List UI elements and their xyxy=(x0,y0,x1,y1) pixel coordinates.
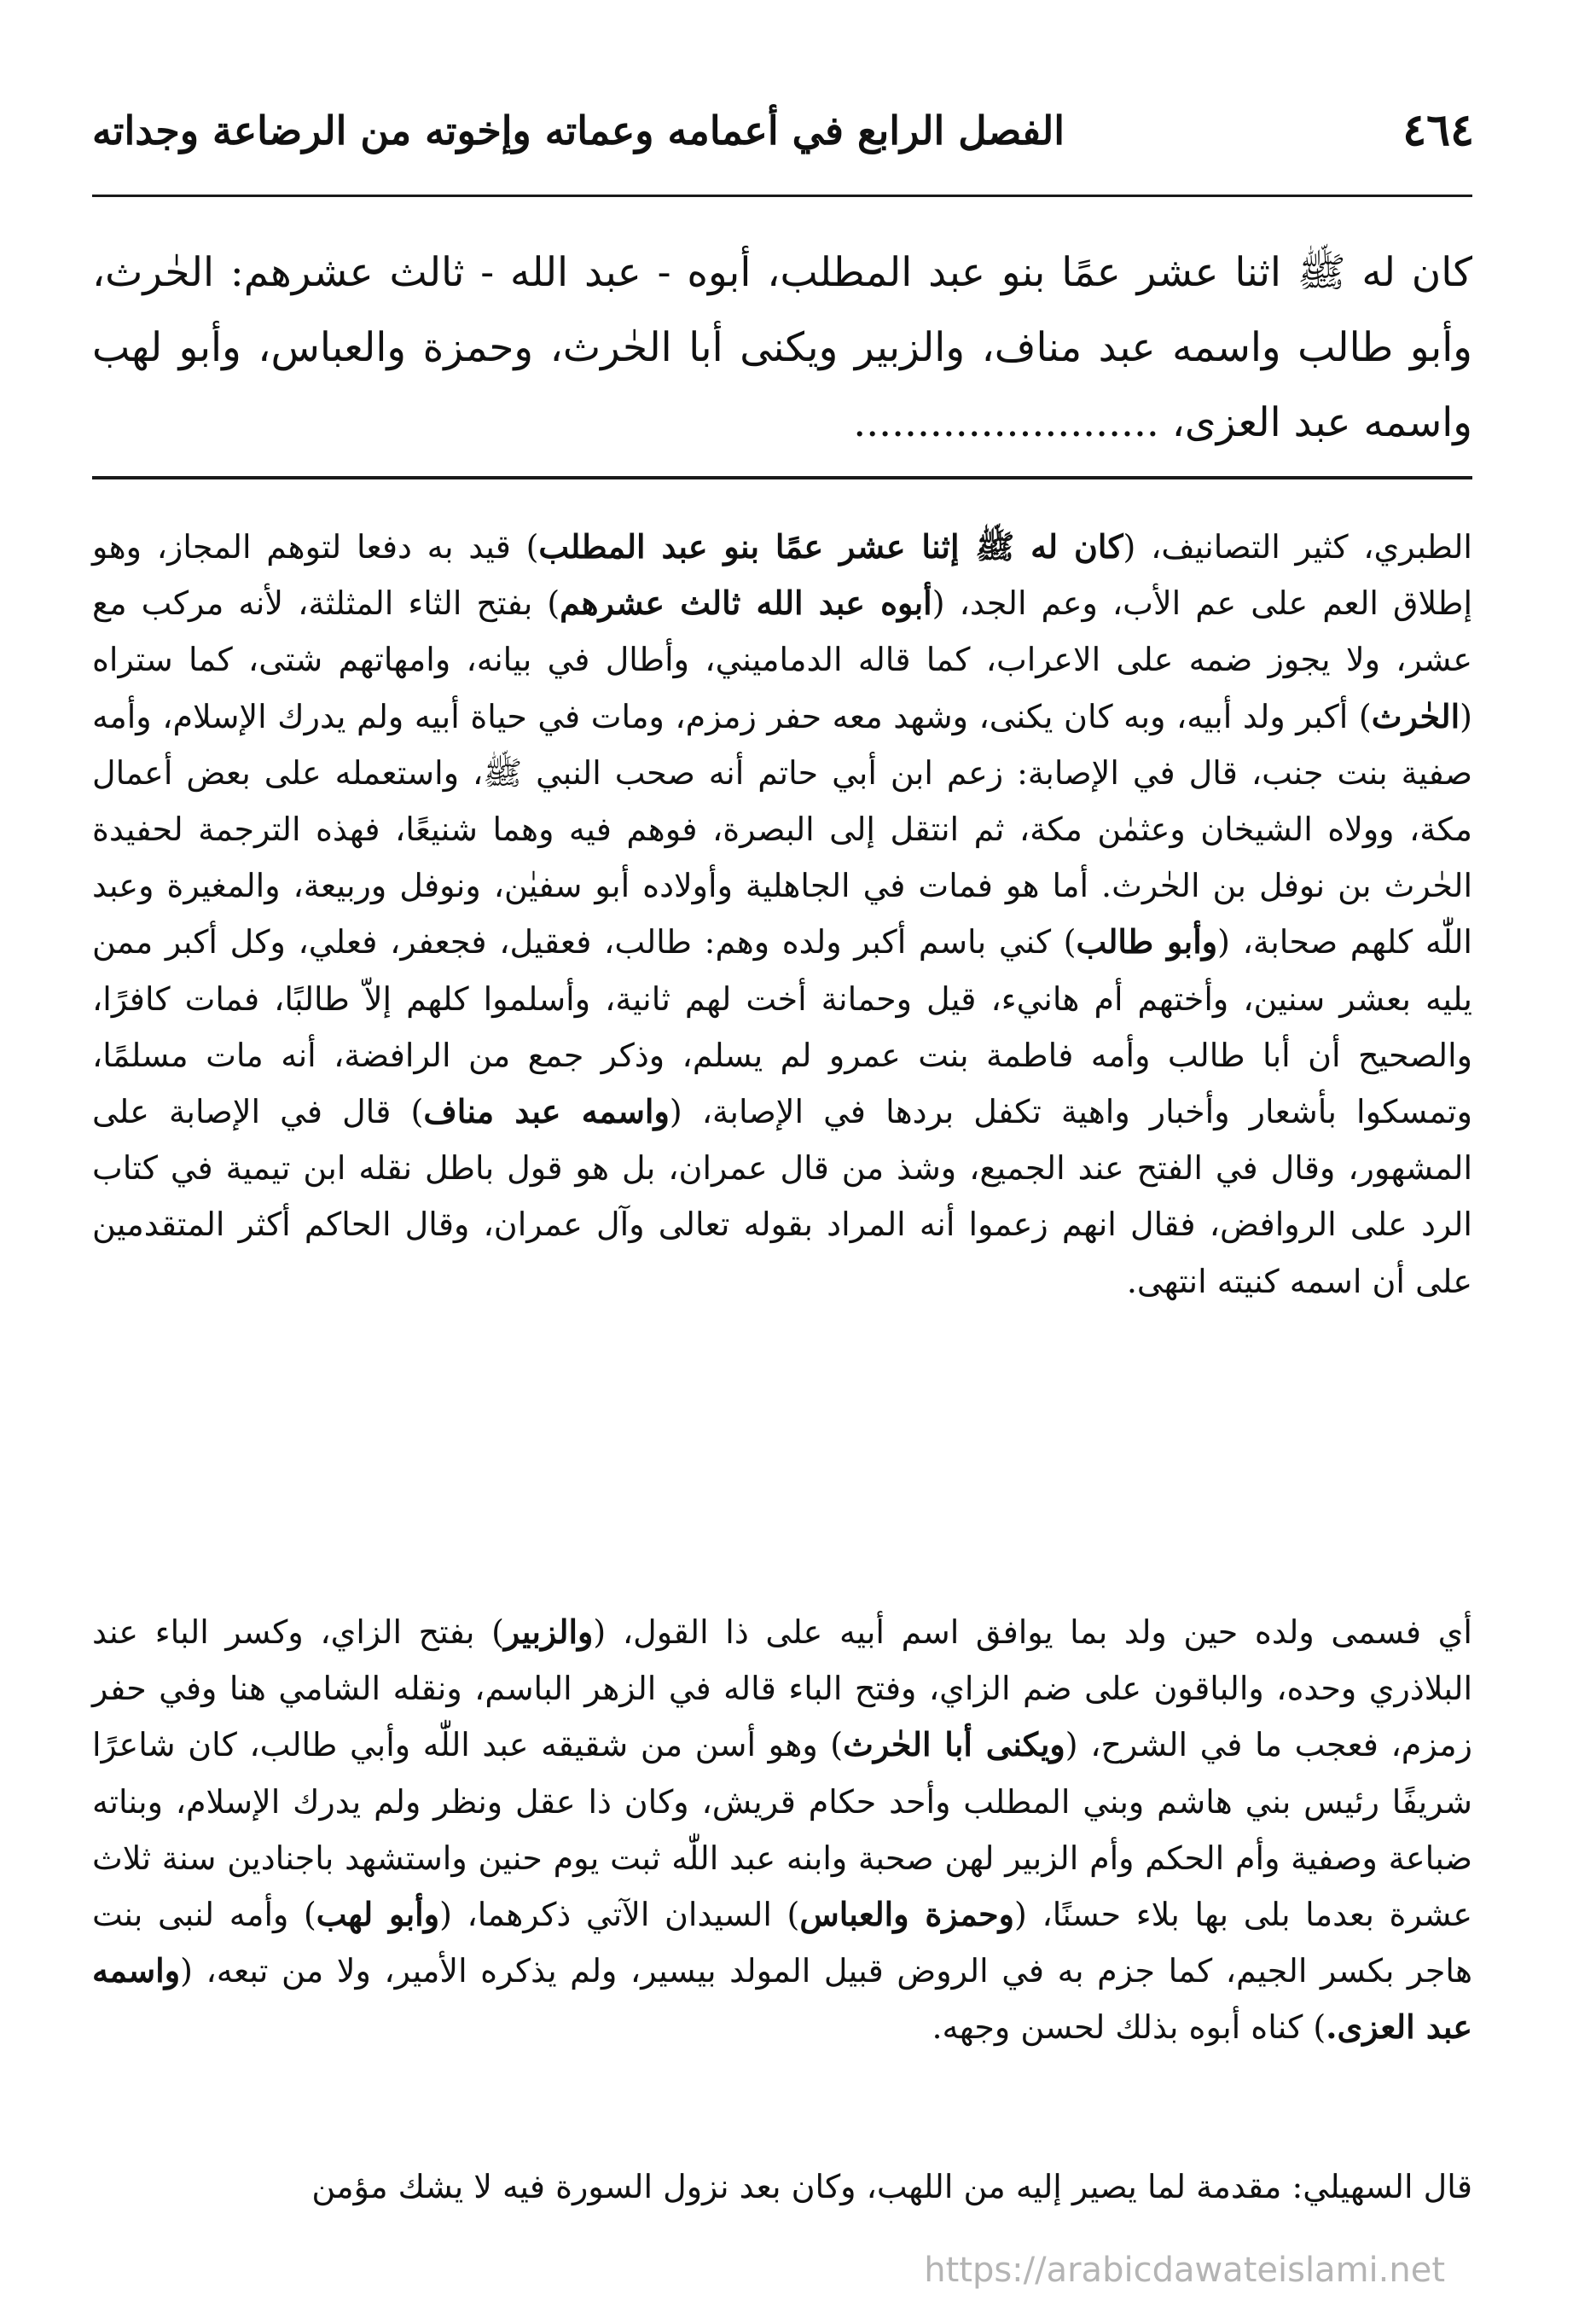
commentary-text: ) بفتح الثاء المثلثة، لأنه مركب مع عشر، ولا يجوز ضمه على الاعراب، كما قاله الدماميني، وأطال في بيانه، وامهاتهم شتى، كما ستراه ( xyxy=(92,584,1473,735)
commentary-bold-quote: واسمه عبد مناف xyxy=(423,1092,670,1131)
commentary-text: ) أكبر ولد أبيه، وبه كان يكنى، وشهد معه حفر زمزم، ومات في حياة أبيه ولم يدرك الإسلام، وأمه صفية بنت جنب، قال في الإصابة: زعم ابن أبي حاتم أنه صحب النبي ﷺ، واستعمله على بعض أعمال مكة، وولاه الشيخان وعثمٰن مكة، ثم انتقل إلى البصرة، فوهم فيه وهما شنيعًا، فهذه الترجمة لحفيدة الحٰرث بن نوفل بن الحٰرث. أما هو فمات في الجاهلية وأولاده أبو سفيٰن، ونوفل وربيعة، والمغيرة وعبد اللّٰه كلهم صحابة، ( xyxy=(92,697,1472,962)
watermark-url: https://arabicdawateislami.net xyxy=(924,2251,1445,2290)
commentary-bold-quote: ويكنى أبا الحٰرث xyxy=(843,1725,1065,1764)
commentary-text: ) قال في الإصابة على المشهور، وقال في الفتح عند الجميع، وشذ من قال عمران، بل هو قول باطل نقله ابن تيمية في كتاب الرد على الروافض، فقال انهم زعموا أنه المراد بقوله تعالى وآل عمران، وقال الحاكم أكثر المتقدمين على أن اسمه كنيته انتهى. xyxy=(92,1093,1472,1300)
commentary-bold-quote: واسمه عبد العزى. xyxy=(92,1951,1472,2047)
commentary-text: ) كناه أبوه بذلك لحسن وجهه. xyxy=(932,2008,1326,2047)
commentary-text: ) بفتح الزاي، وكسر الباء عند البلاذري وحده، والباقون على ضم الزاي، وفتح الباء قاله في الزهر الباسم، ونقله الشامي هنا وفي حفر زمزم، فعجب ما في الشرح، ( xyxy=(92,1613,1473,1764)
commentary-bold-quote: الحٰرث xyxy=(1371,696,1460,735)
page-number: ٤٦٤ xyxy=(1402,104,1474,156)
commentary-bold-quote: وأبو لهب xyxy=(316,1895,440,1934)
commentary-paragraph-1 xyxy=(92,519,1472,1310)
commentary-paragraph-3 xyxy=(92,2158,1472,2215)
commentary-bold-quote: وأبو طالب xyxy=(1076,922,1218,962)
commentary-text: ) وأمه لنبى بنت هاجر بكسر الجيم، كما جزم به في الروض قبيل المولد بيسير، ولم يذكره الأمير، ولا من تبعه، ( xyxy=(92,1896,1472,1990)
running-head xyxy=(92,101,1474,160)
commentary-text: أي فسمى ولده حين ولد بما يوافق اسم أبيه على ذا القول، ( xyxy=(593,1613,1472,1651)
commentary-text: ) السيدان الآتي ذكرهما، ( xyxy=(439,1896,800,1934)
commentary-paragraph-2 xyxy=(92,1604,1472,2056)
commentary-text: ) قيد به دفعا لتوهم المجاز، وهو إطلاق العم على عم الأب، وعم الجد، ( xyxy=(92,528,1473,623)
commentary-text: ) كني باسم أكبر ولده وهم: طالب، فعقيل، فجعفر، فعلي، وكل أكبر ممن يليه بعشر سنين، وأختهم أم هانيء، قيل وحمانة أخت لهم ثانية، وأسلموا كلهم إلاّ طالبًا، فمات كافرًا، والصحيح أن أبا طالب وأمه فاطمة بنت عمرو لم يسلم، وذكر جمع من الرافضة، أنه مات مسلمًا، وتمسكوا بأشعار وأخبار واهية تكفل بردها في الإصابة، ( xyxy=(92,923,1472,1131)
commentary-bold-quote: وحمزة والعباس xyxy=(799,1895,1015,1934)
commentary-bold-quote: والزبير xyxy=(503,1612,594,1651)
commentary-bold-quote: كان له ﷺ إثنا عشر عمًا بنو عبد المطلب xyxy=(538,527,1123,566)
header-rule xyxy=(92,195,1472,197)
commentary-text: الطبري، كثير التصانيف، ( xyxy=(1123,528,1472,566)
commentary-bold-quote: أبوه عبد الله ثالث عشرهم xyxy=(560,584,932,623)
commentary-text: قال السهيلي: مقدمة لما يصير إليه من اللهب، وكان بعد نزول السورة فيه لا يشك مؤمن xyxy=(311,2168,1472,2205)
commentary-text: ) وهو أسن من شقيقه عبد اللّٰه وأبي طالب، كان شاعرًا شريفًا رئيس بني هاشم وبني المطلب وأحد حكام قريش، وكان ذا عقل ونظر ولم يدرك الإسلام، وبناته ضباعة وصفية وأم الحكم وأم الزبير لهن صحبة وابنه عبد اللّٰه ثبت يوم حنين واستشهد باجنادين سنة ثلاث عشرة بعدما بلى بها بلاء حسنًا، ( xyxy=(92,1726,1472,1934)
chapter-title: الفصل الرابع في أعمامه وعماته وإخوته من الرضاعة وجداته xyxy=(92,107,1065,154)
separator-rule xyxy=(92,476,1472,479)
main-text: كان له ﷺ اثنا عشر عمًا بنو عبد المطلب، أبوه - عبد الله - ثالث عشرهم: الحٰرث، وأبو طالب واسمه عبد مناف، والزبير ويكنى أبا الحٰرث، وحمزة والعباس، وأبو لهب واسمه عبد العزى، ........................ xyxy=(92,249,1472,446)
